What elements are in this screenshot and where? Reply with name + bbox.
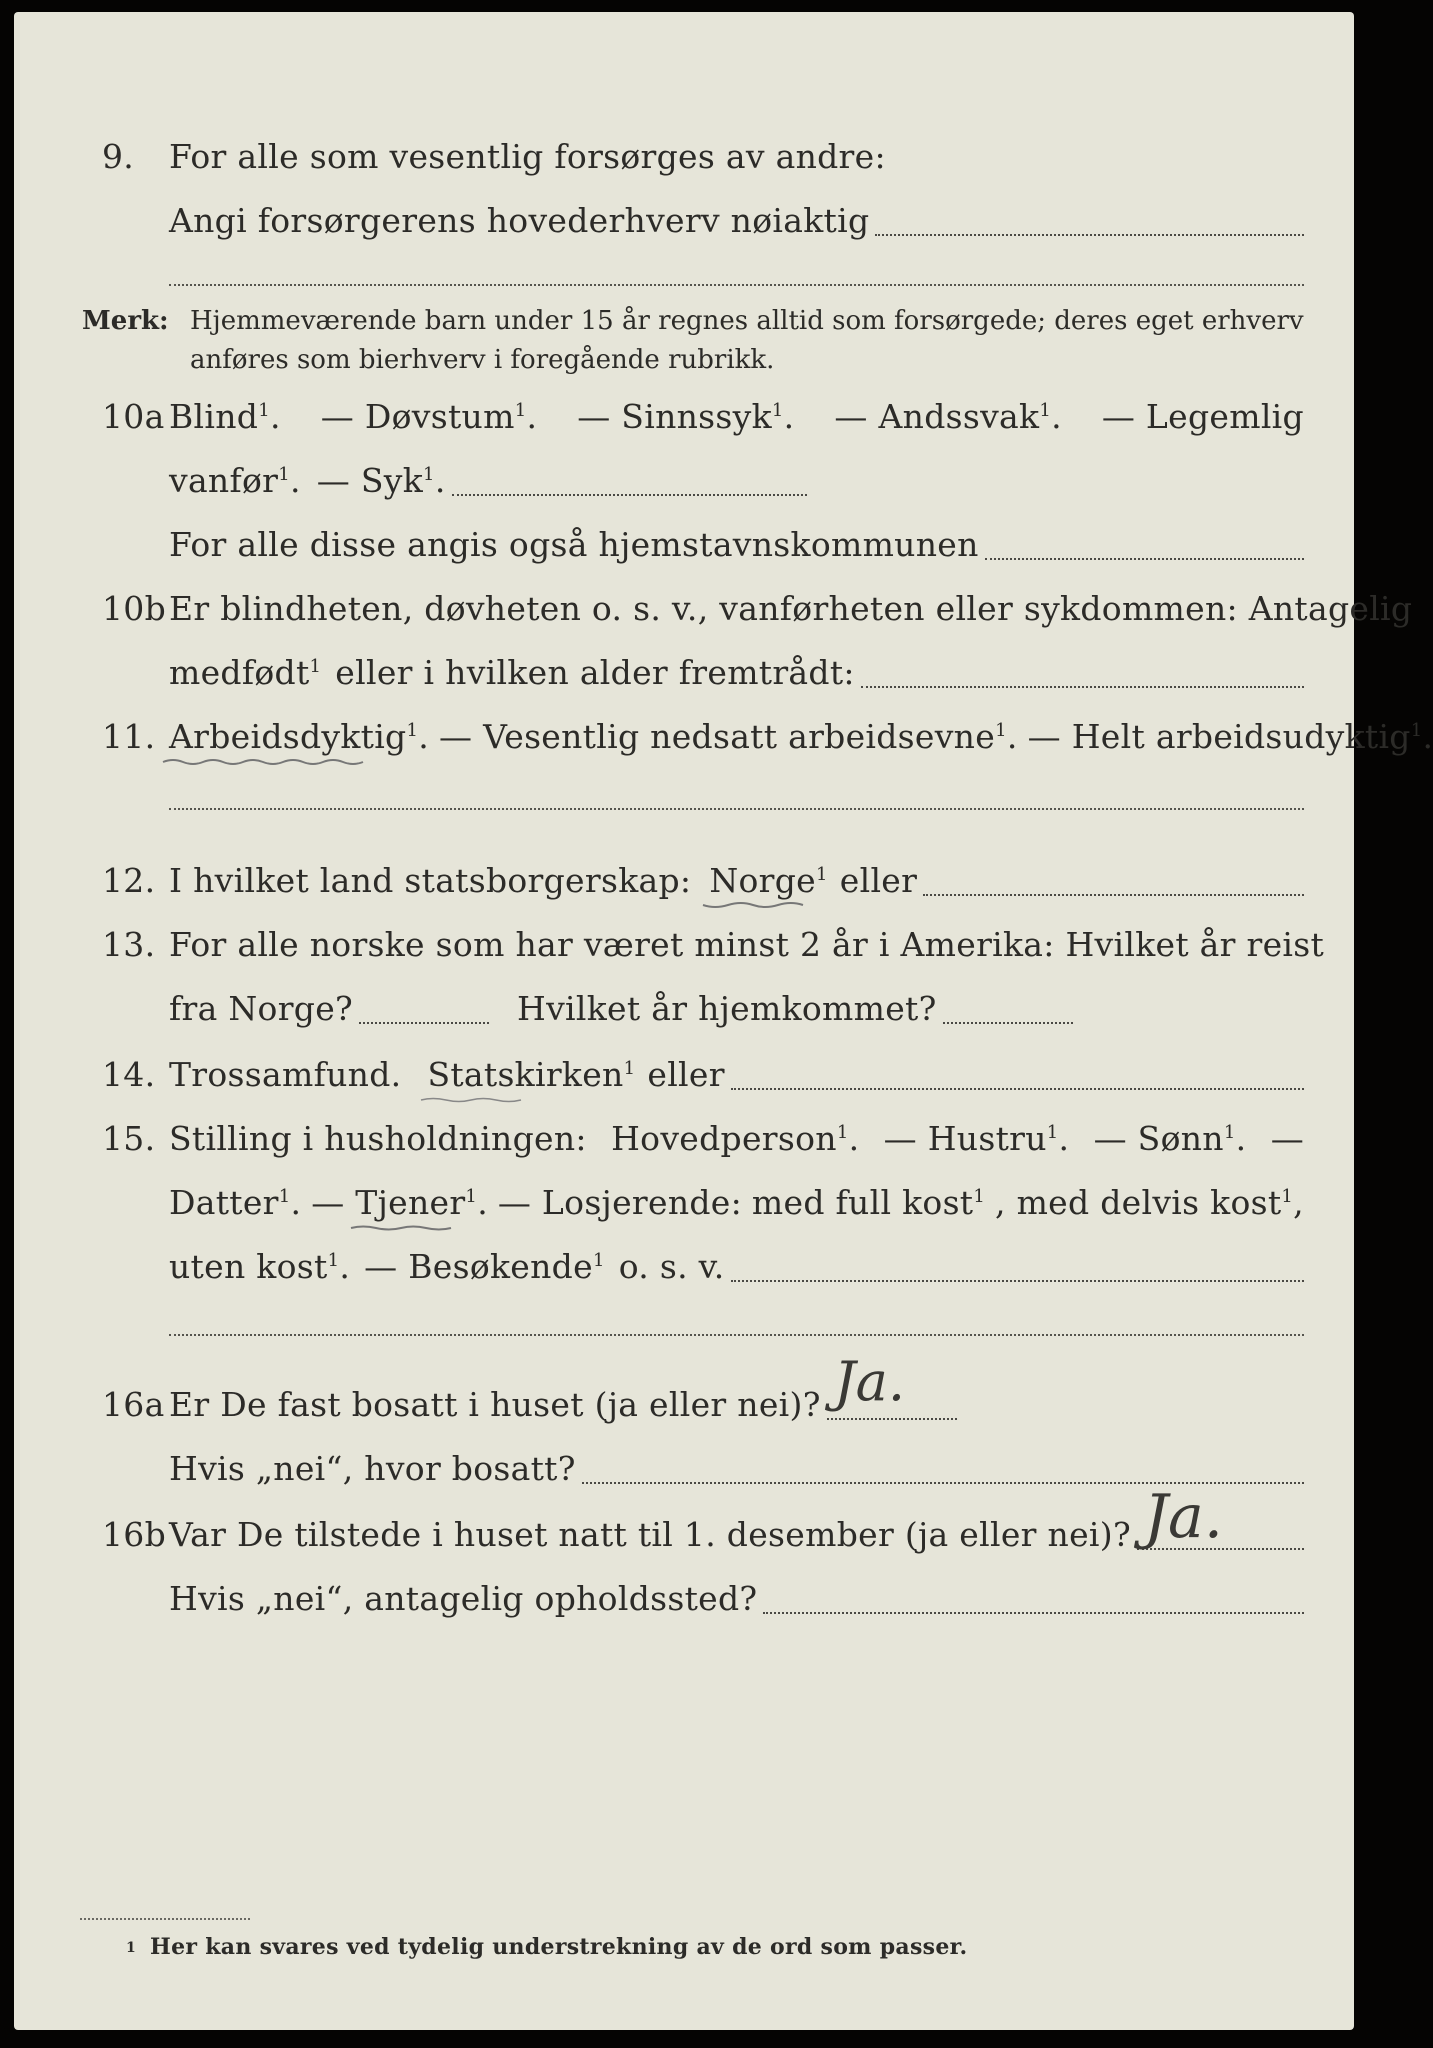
- option-andssvak[interactable]: — Andssvak$^1$.: [834, 397, 1062, 436]
- answer-field[interactable]: [923, 893, 1304, 896]
- answer-field-hjemkommet[interactable]: [943, 1021, 1073, 1024]
- option-eller: eller: [839, 861, 918, 900]
- question-text: Angi forsørgerens hovederhverv nøiaktig: [169, 201, 870, 240]
- option-uten-kost[interactable]: uten kost$^1$.: [169, 1247, 351, 1286]
- answer-field[interactable]: [827, 1417, 957, 1420]
- question-text: fra Norge?: [169, 989, 354, 1028]
- question-text: Hvis „nei“, hvor bosatt?: [169, 1449, 576, 1488]
- option-sinnssyk[interactable]: — Sinnssyk$^1$.: [577, 397, 795, 436]
- answer-field[interactable]: [861, 685, 1304, 688]
- question-number: 10b: [102, 589, 167, 628]
- question-number: 10a: [102, 397, 165, 436]
- option-vanfor[interactable]: vanfør$^1$.: [169, 461, 301, 500]
- answer-field[interactable]: [875, 233, 1304, 236]
- option-besokende[interactable]: — Besøkende$^1$: [364, 1247, 605, 1286]
- question-text: Stilling i husholdningen:: [169, 1119, 587, 1158]
- note-text: anføres som bierhverv i foregående rubrikk.: [190, 345, 775, 375]
- option-eller: eller: [647, 1055, 725, 1094]
- question-text: eller i hvilken alder fremtrådt:: [335, 653, 855, 692]
- question-text: For alle som vesentlig forsørges av andre:: [169, 137, 886, 176]
- question-text: Trossamfund.: [169, 1055, 402, 1094]
- answer-field-rule[interactable]: [169, 1334, 1304, 1336]
- question-number: 9.: [102, 137, 135, 176]
- question-text: Er De fast bosatt i huset (ja eller nei)?: [169, 1385, 821, 1424]
- option-legemlig[interactable]: — Legemlig: [1101, 397, 1304, 436]
- question-number: 16b: [102, 1515, 167, 1554]
- question-text: Er blindheten, døvheten o. s. v., vanførheten eller sykdommen: Antagelig: [169, 589, 1413, 628]
- footnote-mark: 1: [126, 1940, 136, 1956]
- option-syk[interactable]: — Syk$^1$.: [316, 461, 446, 500]
- dash: —: [1270, 1119, 1304, 1158]
- question-number: 11.: [102, 717, 156, 756]
- option-dovstum[interactable]: — Døvstum$^1$.: [320, 397, 538, 436]
- option-nedsatt[interactable]: — Vesentlig nedsatt arbeidsevne$^1$.: [439, 717, 1018, 756]
- question-text: For alle norske som har været minst 2 år i Amerika: Hvilket år reist: [169, 925, 1325, 964]
- question-text: Var De tilstede i huset natt til 1. desember (ja eller nei)?: [169, 1515, 1131, 1554]
- answer-field-rule[interactable]: [169, 284, 1304, 286]
- option-statskirken[interactable]: Statskirken$^1$: [427, 1042, 635, 1108]
- question-number: 14.: [102, 1055, 156, 1094]
- question-text: o. s. v.: [618, 1247, 725, 1286]
- census-form-page: [14, 12, 1433, 2030]
- handwritten-answer: Ja.: [1144, 1482, 1223, 1552]
- answer-field-reist[interactable]: [359, 1021, 489, 1024]
- note-label: Merk:: [82, 306, 169, 336]
- question-text: — Losjerende:: [497, 1183, 743, 1222]
- option-udyktig[interactable]: — Helt arbeidsudyktig$^1$.: [1027, 717, 1433, 756]
- question-text: Hvilket år hjemkommet?: [517, 989, 937, 1028]
- answer-field[interactable]: [985, 557, 1304, 560]
- note-text: Hjemmeværende barn under 15 år regnes alltid som forsørgede; deres eget erhverv: [190, 306, 1304, 336]
- handwritten-answer: Ja.: [834, 1350, 906, 1413]
- option-full-kost[interactable]: med full kost$^1$: [751, 1183, 986, 1222]
- pencil-underline-icon: [163, 756, 363, 766]
- question-number: 16a: [102, 1385, 165, 1424]
- answer-field[interactable]: [452, 493, 807, 496]
- answer-field[interactable]: [763, 1611, 1304, 1614]
- option-norge[interactable]: Norge$^1$: [709, 848, 827, 914]
- pencil-underline-icon: [421, 1094, 521, 1104]
- option-hovedperson[interactable]: Hovedperson$^1$.: [611, 1119, 860, 1158]
- option-arbeidsdyktig[interactable]: Arbeidsdyktig$^1$.: [169, 704, 429, 770]
- option-delvis-kost[interactable]: , med delvis kost$^1$,: [995, 1183, 1304, 1222]
- question-text: I hvilket land statsborgerskap:: [169, 861, 692, 900]
- answer-field-rule[interactable]: [169, 808, 1304, 810]
- question-number: 13.: [102, 925, 156, 964]
- option-sonn[interactable]: — Sønn$^1$.: [1093, 1119, 1247, 1158]
- question-text: For alle disse angis også hjemstavnskommunen: [169, 525, 979, 564]
- option-blind[interactable]: Blind$^1$.: [169, 397, 281, 436]
- footnote-divider: [80, 1918, 250, 1920]
- option-medfodt[interactable]: medfødt$^1$: [169, 653, 322, 692]
- option-hustru[interactable]: — Hustru$^1$.: [883, 1119, 1070, 1158]
- question-number: 15.: [102, 1119, 156, 1158]
- question-text: Hvis „nei“, antagelig opholdssted?: [169, 1579, 758, 1618]
- pencil-underline-icon: [351, 1222, 451, 1232]
- option-datter[interactable]: Datter$^1$.: [169, 1183, 302, 1222]
- answer-field[interactable]: [731, 1279, 1304, 1282]
- pencil-underline-icon: [703, 900, 803, 910]
- answer-field[interactable]: [731, 1087, 1304, 1090]
- footnote-text: Her kan svares ved tydelig understrekning av de ord som passer.: [150, 1934, 968, 1960]
- question-number: 12.: [102, 861, 156, 900]
- option-tjener[interactable]: — Tjener$^1$.: [311, 1170, 488, 1236]
